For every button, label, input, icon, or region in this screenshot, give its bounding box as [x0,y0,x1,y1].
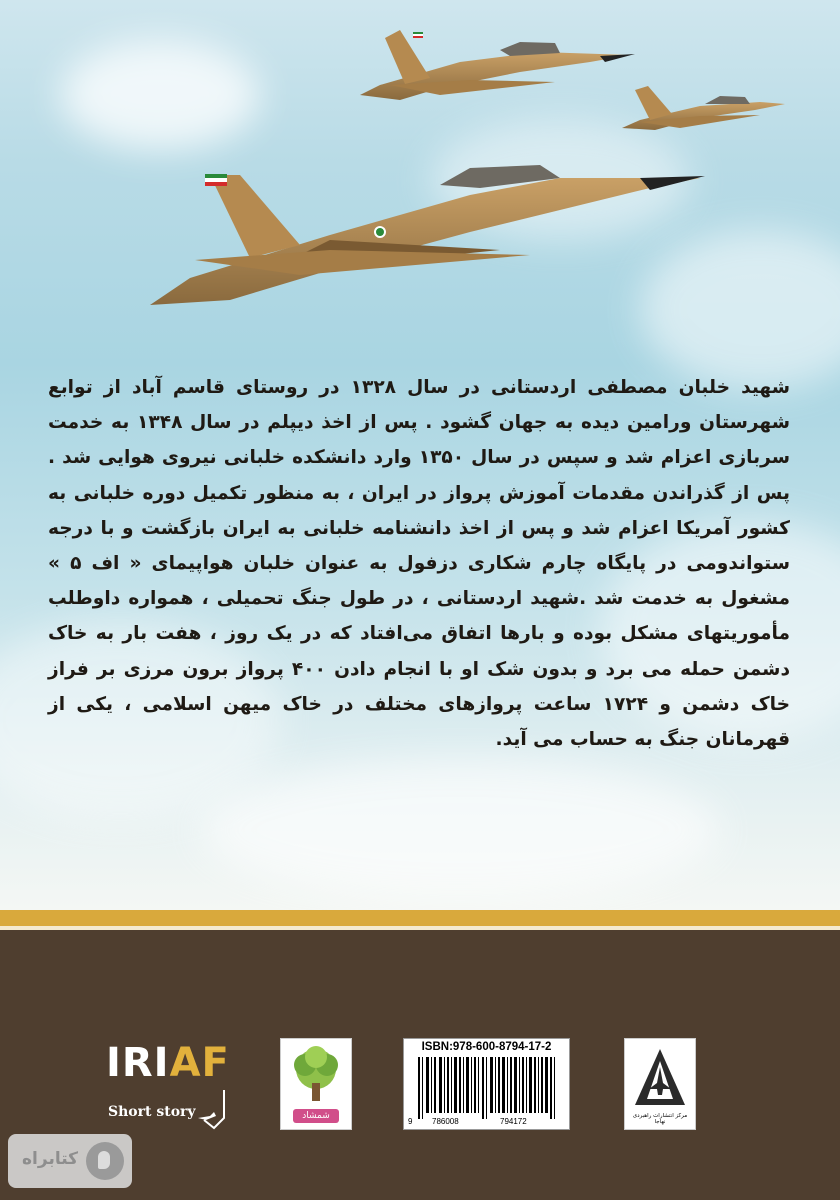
watermark-logo-icon [86,1142,124,1180]
isbn-barcode [403,1038,570,1130]
series-tagline: Short story [108,1104,196,1120]
barcode-lead-digit: 9 [408,1117,413,1126]
publishing-center-logo [624,1038,696,1130]
series-logo-part2: AF [169,1040,230,1086]
small-jet-icon [198,1112,216,1120]
barcode-digits [404,1117,569,1127]
emblem-icon [625,1043,695,1115]
barcode-digit-group-1: 786008 [432,1117,459,1126]
watermark-badge [8,1134,132,1188]
series-logo-part1: IRI [106,1040,170,1086]
isbn-number: ISBN:978-600-8794-17-2 [421,1041,552,1053]
tree-icon [281,1041,351,1111]
synopsis-paragraph: شهید خلبان مصطفی اردستانی در سال ۱۳۲۸ در روستای قاسم آباد از توابع شهرستان ورامین دیده به جهان گشود . پس از اخذ دیپلم در سال ۱۳۴۸ به خدمت سربازی اعزام شد و سپس در سال ۱۳۵۰ وارد دانشکده خلبانی نیروی هوایی شد . پس از گذراندن مقدمات آموزش پرواز در ایران ، به منظور تکمیل دوره خلبانی به کشور آمریکا اعزام شد و پس از اخذ دانشنامه خلبانی به ایران بازگشت و با درجه ستواندومی در پایگاه چارم شکاری دزفول به عنوان خلبان هواپیمای « اف ۵ » مشغول به خدمت شد .شهید اردستانی ، در طول جنگ تحمیلی ، همواره داوطلب مأموریتهای مشکل بوده و بارها اتفاق می‌افتاد که در یک روز ، هفت بار به خاک دشمن حمله می برد و بدون شک او با انجام دادن ۴۰۰ پرواز برون مرزی بر فراز خاک دشمن و ۱۷۲۴ ساعت پروازهای مختلف در خاک میهن اسلامی ، یکی از قهرمانان جنگ به حساب می آید. [48,377,791,751]
watermark-text: کتابراه [22,1149,79,1169]
publishing-center-caption: مرکز انتشارات راهبردی نهاجا [632,1113,688,1125]
jet-large [150,165,705,305]
jet-top [360,30,635,100]
series-logo-wordmark [106,1040,230,1086]
barcode-digit-group-2: 794172 [500,1117,527,1126]
gold-divider-band [0,910,840,926]
jet-right [622,86,785,130]
fighter-jets-illustration [0,0,840,340]
publisher-name: شمشاد [293,1109,339,1123]
series-logo [106,1040,236,1130]
barcode-bars [404,1039,569,1129]
publisher-logo [280,1038,352,1130]
